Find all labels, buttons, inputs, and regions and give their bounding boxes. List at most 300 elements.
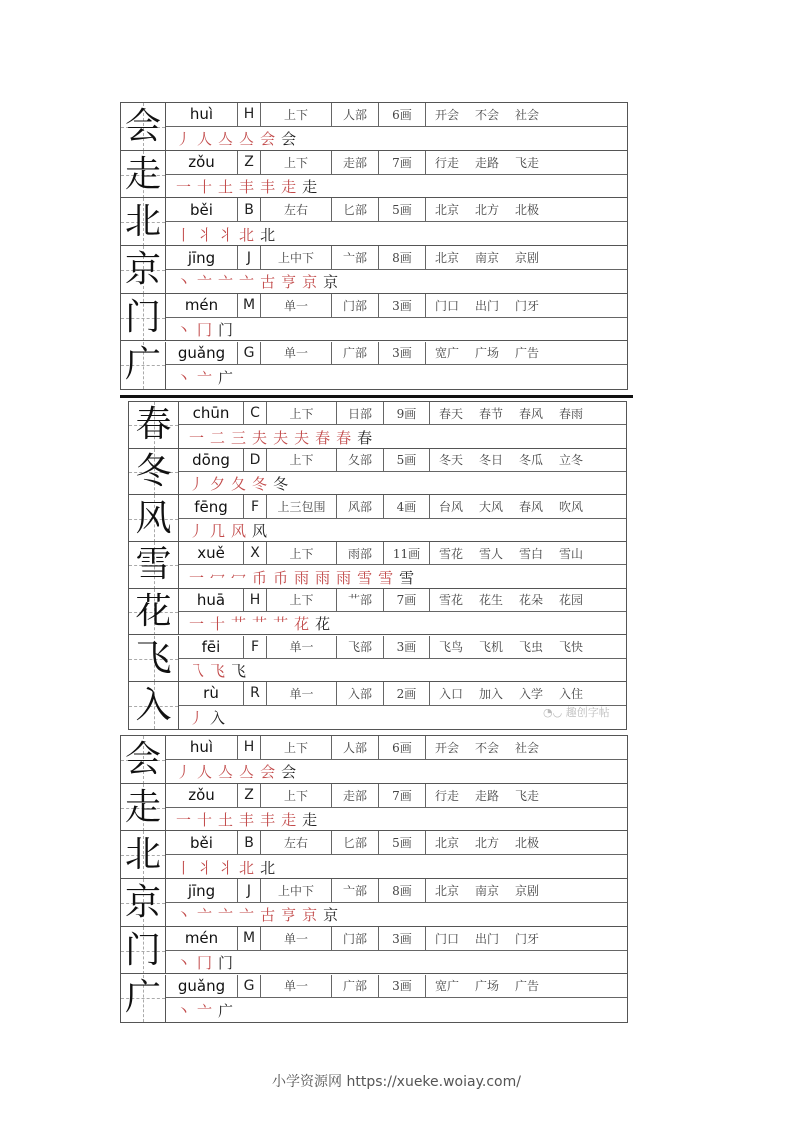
tianzige-cell — [121, 103, 166, 151]
stroke-step: 丿 — [189, 475, 211, 494]
stroke-count: 3画 — [379, 927, 426, 950]
stroke-step: 雨 — [336, 568, 358, 587]
hanzi-character: 会 — [124, 105, 161, 147]
stroke-order-row — [179, 472, 626, 495]
structure: 单一 — [261, 294, 332, 317]
hanzi-character: 门 — [124, 296, 161, 338]
initial-letter: R — [244, 682, 267, 704]
hanzi-character: 会 — [124, 738, 161, 780]
initial-letter: B — [238, 198, 261, 221]
hanzi-character: 京 — [124, 881, 161, 923]
radical: 走部 — [332, 784, 379, 807]
word: 飞快 — [559, 640, 584, 655]
word-list — [426, 975, 627, 998]
stroke-step: 丿 — [189, 521, 211, 540]
pinyin: běi — [166, 198, 238, 221]
word: 花朵 — [519, 593, 544, 608]
pinyin: huì — [166, 103, 238, 126]
stroke-step: 十 — [210, 615, 232, 634]
stroke-step: 一 — [176, 177, 198, 196]
initial-letter: G — [238, 975, 261, 998]
word: 飞走 — [515, 788, 540, 803]
info-row — [179, 542, 626, 565]
stroke-step: 古 — [260, 906, 282, 925]
word-list — [426, 342, 627, 365]
stroke-step: 广 — [218, 1001, 240, 1020]
info-row — [166, 342, 627, 366]
stroke-step: 丬 — [218, 225, 240, 244]
tianzige-cell — [121, 151, 166, 199]
initial-letter: M — [238, 927, 261, 950]
word: 雪白 — [519, 546, 544, 561]
radical: 艹部 — [337, 589, 384, 611]
word: 冬天 — [439, 453, 464, 468]
stroke-step: 花 — [315, 615, 337, 634]
wechat-icon: ◔◡ — [543, 706, 563, 719]
stroke-step: 丶 — [176, 1001, 198, 1020]
stroke-count: 3画 — [379, 294, 426, 317]
radical: 广部 — [332, 342, 379, 365]
word: 入学 — [519, 686, 544, 701]
tianzige-cell — [129, 495, 179, 542]
word: 不会 — [475, 107, 500, 122]
word: 入口 — [439, 686, 464, 701]
stroke-count: 5画 — [379, 831, 426, 854]
radical: 飞部 — [337, 636, 384, 658]
radical: 门部 — [332, 927, 379, 950]
pinyin: guǎng — [166, 342, 238, 365]
character-entry — [121, 294, 627, 342]
stroke-step: 丶 — [176, 906, 198, 925]
stroke-order-row — [166, 951, 627, 975]
word: 雪人 — [479, 546, 504, 561]
word: 广场 — [475, 979, 500, 994]
info-row — [179, 589, 626, 612]
stroke-count: 6画 — [379, 103, 426, 126]
tianzige-cell — [121, 975, 166, 1023]
initial-letter: H — [244, 589, 267, 611]
stroke-step: 一 — [189, 615, 211, 634]
word: 不会 — [475, 740, 500, 755]
initial-letter: F — [244, 495, 267, 517]
stroke-step: 风 — [252, 521, 274, 540]
info-row — [179, 402, 626, 425]
word: 台风 — [439, 500, 464, 515]
stroke-step: 北 — [260, 858, 282, 877]
structure: 左右 — [261, 198, 332, 221]
info-row — [166, 151, 627, 175]
tianzige-cell — [121, 342, 166, 390]
stroke-step: 币 — [252, 568, 274, 587]
word-list — [430, 636, 626, 658]
tianzige-cell — [129, 636, 179, 683]
radical: 广部 — [332, 975, 379, 998]
character-entry — [129, 449, 626, 496]
stroke-step: 一 — [189, 568, 211, 587]
hanzi-character: 雪 — [135, 544, 172, 586]
tianzige-cell — [129, 402, 179, 449]
stroke-count: 7画 — [384, 589, 430, 611]
radical: 走部 — [332, 151, 379, 174]
stroke-step: 风 — [231, 521, 253, 540]
stroke-step: 冖 — [210, 568, 232, 587]
structure: 单一 — [261, 342, 332, 365]
stroke-step: 亠 — [197, 1001, 219, 1020]
stroke-step: 亠 — [197, 273, 219, 292]
word: 开会 — [435, 740, 460, 755]
stroke-order-row — [166, 222, 627, 246]
word: 社会 — [515, 107, 540, 122]
character-entry — [121, 198, 627, 246]
pinyin: zǒu — [166, 784, 238, 807]
stroke-step: 丿 — [176, 130, 198, 149]
stroke-order-row — [179, 612, 626, 635]
stroke-step: 亨 — [281, 273, 303, 292]
stroke-step: 春 — [357, 428, 379, 447]
structure: 上中下 — [261, 246, 332, 269]
word: 雪花 — [439, 546, 464, 561]
stroke-step: 丰 — [239, 177, 261, 196]
word-list — [426, 736, 627, 759]
word: 冬日 — [479, 453, 504, 468]
stroke-step: 京 — [302, 906, 324, 925]
stroke-count: 7画 — [379, 151, 426, 174]
stroke-step: 丶 — [176, 321, 198, 340]
stroke-step: 门 — [218, 321, 240, 340]
radical: 日部 — [337, 402, 384, 424]
stroke-order-row — [179, 425, 626, 448]
stroke-order-row — [179, 659, 626, 682]
pinyin: fēi — [179, 636, 244, 658]
hanzi-character: 走 — [124, 786, 161, 828]
pinyin: mén — [166, 294, 238, 317]
info-row — [179, 682, 626, 705]
structure: 单一 — [261, 975, 332, 998]
pinyin: huì — [166, 736, 238, 759]
character-entry — [129, 402, 626, 449]
stroke-step: 雪 — [378, 568, 400, 587]
stroke-step: 花 — [294, 615, 316, 634]
tianzige-cell — [129, 542, 179, 589]
stroke-step: 亠 — [218, 273, 240, 292]
word: 行走 — [435, 788, 460, 803]
stroke-step: 夕 — [210, 475, 232, 494]
info-row — [179, 495, 626, 518]
stroke-step: 走 — [302, 177, 324, 196]
character-entry — [121, 975, 627, 1023]
stroke-step: 丰 — [260, 810, 282, 829]
stroke-step: 会 — [260, 763, 282, 782]
stroke-count: 3画 — [379, 975, 426, 998]
stroke-count: 5画 — [379, 198, 426, 221]
stroke-step: 币 — [273, 568, 295, 587]
word-list — [426, 246, 627, 269]
stroke-step: 一 — [176, 810, 198, 829]
stroke-step: 艹 — [273, 615, 295, 634]
info-row — [166, 294, 627, 318]
pinyin: jīng — [166, 879, 238, 902]
stroke-order-row — [166, 365, 627, 389]
character-entry — [121, 831, 627, 879]
stroke-step: 冬 — [252, 475, 274, 494]
radical: 雨部 — [337, 542, 384, 564]
stroke-step: 夫 — [294, 428, 316, 447]
word: 大风 — [479, 500, 504, 515]
stroke-step: 几 — [210, 521, 232, 540]
structure: 上下 — [261, 736, 332, 759]
initial-letter: Z — [238, 784, 261, 807]
structure: 上下 — [267, 542, 337, 564]
stroke-step: 广 — [218, 368, 240, 387]
word: 宽广 — [435, 979, 460, 994]
word: 花生 — [479, 593, 504, 608]
word: 北极 — [515, 836, 540, 851]
pinyin: zǒu — [166, 151, 238, 174]
stroke-step: 门 — [218, 954, 240, 973]
info-row — [166, 975, 627, 999]
stroke-step: 二 — [210, 428, 232, 447]
hanzi-character: 北 — [124, 834, 161, 876]
tianzige-cell — [129, 682, 179, 729]
stroke-step: 走 — [281, 810, 303, 829]
structure: 单一 — [261, 927, 332, 950]
stroke-step: 丬 — [197, 858, 219, 877]
word: 开会 — [435, 107, 460, 122]
stroke-step: 夫 — [252, 428, 274, 447]
stroke-step: 雪 — [357, 568, 379, 587]
hanzi-character: 广 — [124, 344, 161, 386]
stroke-step: 冖 — [231, 568, 253, 587]
character-entry — [121, 246, 627, 294]
word-list — [430, 402, 626, 424]
tianzige-cell — [121, 294, 166, 342]
stroke-step: 丶 — [176, 954, 198, 973]
hanzi-character: 门 — [124, 929, 161, 971]
radical: 风部 — [337, 495, 384, 517]
initial-letter: H — [238, 736, 261, 759]
stroke-order-row — [166, 270, 627, 294]
structure: 上下 — [267, 449, 337, 471]
structure: 左右 — [261, 831, 332, 854]
pinyin: fēng — [179, 495, 244, 517]
stroke-step: 一 — [189, 428, 211, 447]
stroke-step: 丰 — [239, 810, 261, 829]
word: 南京 — [475, 251, 500, 266]
stroke-step: 亼 — [218, 763, 240, 782]
stroke-step: 艹 — [252, 615, 274, 634]
tianzige-cell — [121, 879, 166, 927]
word: 京剧 — [515, 251, 540, 266]
tianzige-cell — [121, 831, 166, 879]
stroke-step: 三 — [231, 428, 253, 447]
stroke-step: 丰 — [260, 177, 282, 196]
info-row — [166, 736, 627, 760]
stroke-step: 飞 — [210, 662, 232, 681]
word: 走路 — [475, 788, 500, 803]
radical: 人部 — [332, 736, 379, 759]
hanzi-character: 入 — [135, 684, 172, 726]
info-row — [166, 831, 627, 855]
stroke-order-row — [166, 808, 627, 832]
word: 广场 — [475, 346, 500, 361]
initial-letter: B — [238, 831, 261, 854]
stroke-step: 亨 — [281, 906, 303, 925]
initial-letter: G — [238, 342, 261, 365]
structure: 上下 — [267, 589, 337, 611]
word-list — [426, 198, 627, 221]
structure: 上中下 — [261, 879, 332, 902]
tianzige-cell — [129, 589, 179, 636]
word: 门口 — [435, 298, 460, 313]
stroke-step: 冬 — [273, 475, 295, 494]
stroke-step: 春 — [315, 428, 337, 447]
initial-letter: Z — [238, 151, 261, 174]
info-row — [179, 449, 626, 472]
initial-letter: C — [244, 402, 267, 424]
word: 雪山 — [559, 546, 584, 561]
word-list — [430, 589, 626, 611]
stroke-step: 亠 — [239, 273, 261, 292]
radical: 人部 — [332, 103, 379, 126]
word-list — [430, 682, 626, 704]
stroke-order-row — [179, 519, 626, 542]
word: 北京 — [435, 884, 460, 899]
tianzige-cell — [121, 198, 166, 246]
initial-letter: J — [238, 246, 261, 269]
info-row — [166, 784, 627, 808]
hanzi-character: 春 — [135, 404, 172, 446]
word: 春天 — [439, 406, 464, 421]
character-entry — [129, 636, 626, 683]
character-table-1 — [120, 102, 628, 390]
word-list — [426, 784, 627, 807]
stroke-step: 北 — [260, 225, 282, 244]
stroke-order-row — [166, 998, 627, 1022]
word-list — [426, 879, 627, 902]
stroke-step: 飞 — [231, 662, 253, 681]
word: 飞虫 — [519, 640, 544, 655]
info-row — [166, 927, 627, 951]
stroke-step: 会 — [281, 130, 303, 149]
stroke-step: 雪 — [399, 568, 421, 587]
stroke-step: 冂 — [197, 321, 219, 340]
stroke-step: 京 — [323, 273, 345, 292]
stroke-order-row — [166, 175, 627, 199]
word: 出门 — [475, 298, 500, 313]
word: 飞走 — [515, 155, 540, 170]
pinyin: mén — [166, 927, 238, 950]
watermark: ◔◡ 趣创字帖 — [543, 706, 610, 719]
footer-source: 小学资源网 https://xueke.woiay.com/ — [272, 1074, 521, 1090]
stroke-step: 北 — [239, 225, 261, 244]
word: 春风 — [519, 406, 544, 421]
word: 门牙 — [515, 931, 540, 946]
stroke-step: 亠 — [218, 906, 240, 925]
word-list — [426, 927, 627, 950]
word: 社会 — [515, 740, 540, 755]
character-entry — [121, 879, 627, 927]
tianzige-cell — [121, 784, 166, 832]
word: 北京 — [435, 203, 460, 218]
stroke-step: 土 — [218, 810, 240, 829]
word-list — [426, 294, 627, 317]
structure: 单一 — [267, 682, 337, 704]
word: 北京 — [435, 251, 460, 266]
tianzige-cell — [121, 927, 166, 975]
pinyin: xuě — [179, 542, 244, 564]
tianzige-cell — [121, 246, 166, 294]
stroke-order-row — [166, 127, 627, 151]
word: 加入 — [479, 686, 504, 701]
stroke-step: 艹 — [231, 615, 253, 634]
hanzi-character: 广 — [124, 977, 161, 1019]
word-list — [426, 151, 627, 174]
info-row — [179, 636, 626, 659]
stroke-step: 北 — [239, 858, 261, 877]
stroke-step: 会 — [281, 763, 303, 782]
radical: 门部 — [332, 294, 379, 317]
stroke-step: 京 — [323, 906, 345, 925]
stroke-count: 9画 — [384, 402, 430, 424]
word: 走路 — [475, 155, 500, 170]
word: 北方 — [475, 836, 500, 851]
radical: 匕部 — [332, 831, 379, 854]
stroke-count: 8画 — [379, 246, 426, 269]
character-table-2 — [128, 401, 627, 730]
initial-letter: J — [238, 879, 261, 902]
initial-letter: M — [238, 294, 261, 317]
stroke-step: 会 — [260, 130, 282, 149]
pinyin: jīng — [166, 246, 238, 269]
stroke-step: 亼 — [239, 130, 261, 149]
hanzi-character: 京 — [124, 248, 161, 290]
word-list — [426, 103, 627, 126]
stroke-count: 11画 — [384, 542, 430, 564]
stroke-step: 人 — [197, 130, 219, 149]
character-entry — [121, 103, 627, 151]
stroke-step: 亠 — [197, 368, 219, 387]
pinyin: huā — [179, 589, 244, 611]
stroke-step: 雨 — [294, 568, 316, 587]
stroke-step: 雨 — [315, 568, 337, 587]
hanzi-character: 北 — [124, 201, 161, 243]
stroke-count: 6画 — [379, 736, 426, 759]
stroke-step: 丶 — [176, 273, 198, 292]
word: 立冬 — [559, 453, 584, 468]
hanzi-character: 飞 — [135, 637, 172, 679]
character-entry — [129, 542, 626, 589]
stroke-step: 走 — [281, 177, 303, 196]
info-row — [166, 246, 627, 270]
stroke-step: 丶 — [176, 368, 198, 387]
tianzige-cell — [121, 736, 166, 784]
stroke-step: 春 — [336, 428, 358, 447]
initial-letter: X — [244, 542, 267, 564]
character-entry — [121, 342, 627, 390]
stroke-step: 人 — [197, 763, 219, 782]
section-divider — [120, 395, 633, 398]
word-list — [430, 449, 626, 471]
initial-letter: F — [244, 636, 267, 658]
stroke-step: 亠 — [239, 906, 261, 925]
radical: 亠部 — [332, 879, 379, 902]
stroke-count: 7画 — [379, 784, 426, 807]
character-entry — [121, 736, 627, 784]
stroke-step: 入 — [210, 708, 232, 727]
pinyin: dōng — [179, 449, 244, 471]
word: 北极 — [515, 203, 540, 218]
info-row — [166, 103, 627, 127]
